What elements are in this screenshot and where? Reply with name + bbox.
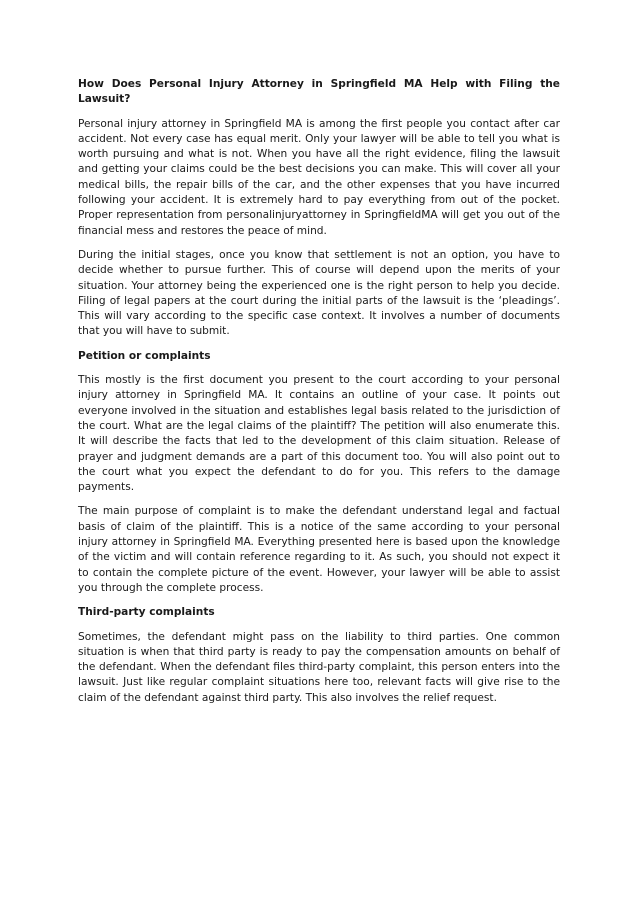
document-title: How Does Personal Injury Attorney in Springfield MA Help with Filing the Lawsuit? xyxy=(78,78,560,106)
paragraph-third-party: Sometimes, the defendant might pass on the liability to third parties. One common situation is when that third party is ready to pay the compensation amounts on behalf of the defendant. When the defendant files third-party complaint, this person enters into the lawsuit. Just like regular complaint situations here too, relevant facts will give rise to the claim of the defendant against third party. This also involves the relief request. xyxy=(78,630,560,704)
document-page xyxy=(78,77,560,715)
paragraph-complaint-purpose: The main purpose of complaint is to make the defendant understand legal and factual basis of claim of the plaintiff. This is a notice of the same according to your personal injury attorney in Springfield MA. Everything presented here is based upon the knowledge of the victim and will contain reference regarding to it. As such, you should not expect it to contain the complete picture of the event. However, your lawyer will be able to assist you through the complete process. xyxy=(78,505,560,594)
paragraph-intro: Personal injury attorney in Springfield MA is among the first people you contact after car accident. Not every case has equal merit. Only your lawyer will be able to tell you what is worth pursuing and what is not. When you have all the right evidence, filing the lawsuit and getting your claims could be the best decisions you can make. This will cover all your medical bills, the repair bills of the car, and the other expenses that you have incurred following your accident. It is extremely hard to pay everything from out of the pocket. Proper representation from personalinjuryattorney in SpringfieldMA will get you out of the financial mess and restores the peace of mind. xyxy=(78,117,560,237)
heading-third-party-complaints: Third-party complaints xyxy=(78,606,215,619)
heading-petition-or-complaints: Petition or complaints xyxy=(78,349,211,362)
paragraph-petition: This mostly is the first document you present to the court according to your personal injury attorney in Springfield MA. It contains an outline of your case. It points out everyone involved in the situation and establishes legal basis related to the jurisdiction of the court. What are the legal claims of the plaintiff? The petition will also enumerate this. It will describe the facts that led to the development of this claim situation. Release of prayer and judgment demands are a part of this document too. You will also point out to the court what you expect the defendant to do for you. This refers to the damage payments. xyxy=(78,374,560,494)
paragraph-initial-stages: During the initial stages, once you know that settlement is not an option, you have to decide whether to pursue further. This of course will depend upon the merits of your situation. Your attorney being the experienced one is the right person to help you decide. Filing of legal papers at the court during the initial parts of the lawsuit is the ‘pleadings’. This will vary according to the specific case context. It involves a number of documents that you will have to submit. xyxy=(78,248,560,338)
